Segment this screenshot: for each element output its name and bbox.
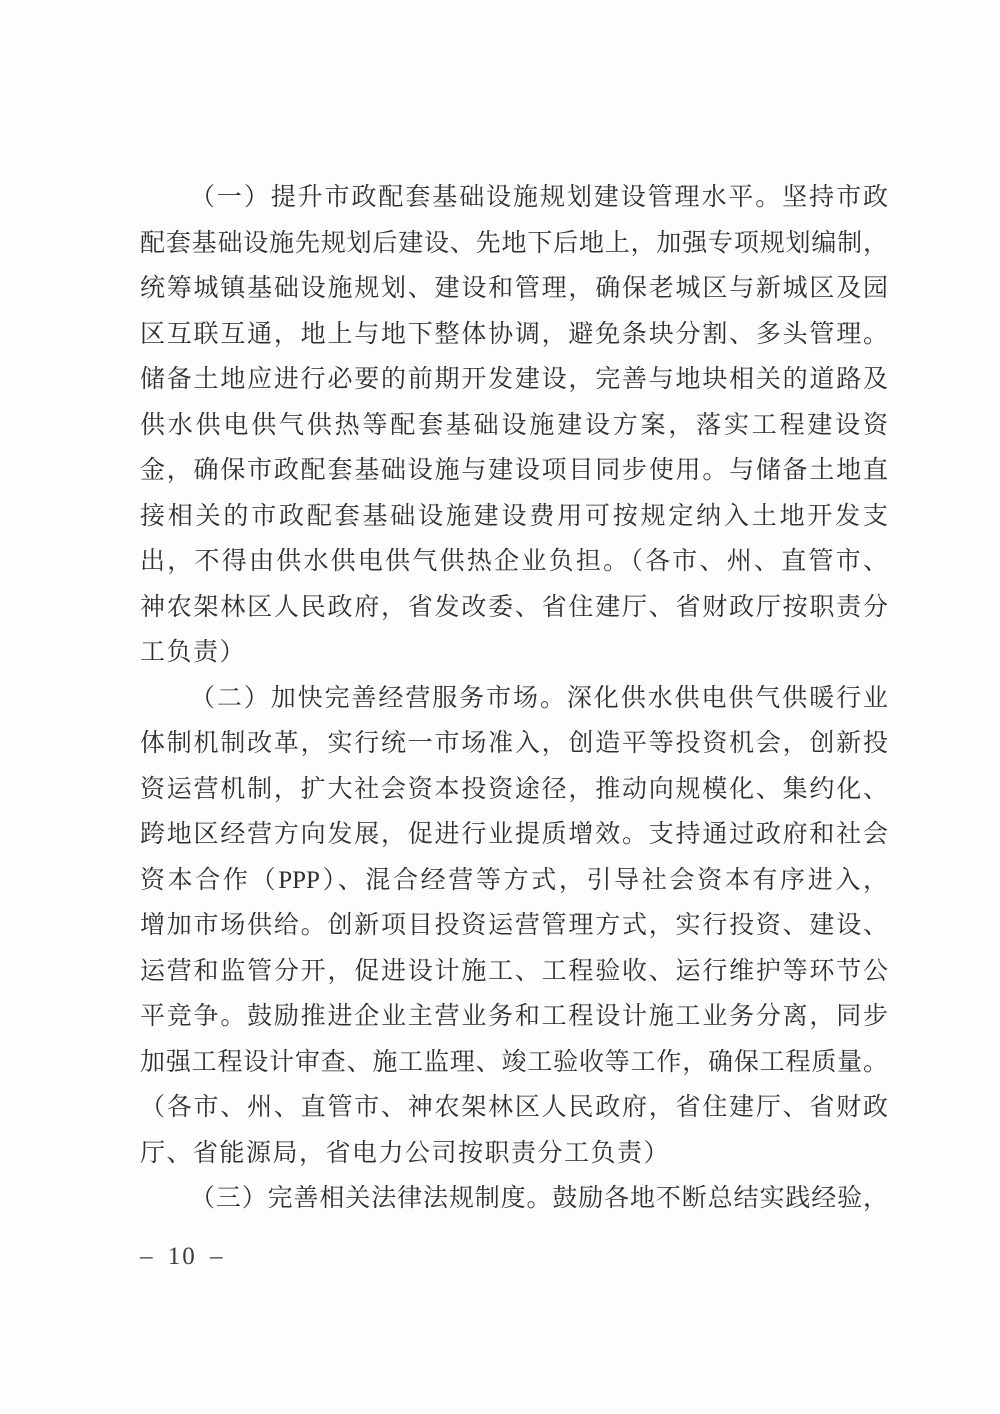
text-line: 出，不得由供水供电供气供热企业负担。（各市、州、直管市、 [140, 548, 888, 575]
text-line: （各市、州、直管市、神农架林区人民政府，省住建厅、省财政 [140, 1094, 888, 1121]
text-line: 资运营机制，扩大社会资本投资途径，推动向规模化、集约化、 [140, 775, 888, 803]
text-line: 储备土地应进行必要的前期开发建设，完善与地块相关的道路及 [140, 366, 888, 393]
text-line: 配套基础设施先规划后建设、先地下后地上，加强专项规划编制， [140, 229, 888, 257]
text-line: （二）加快完善经营服务市场。深化供水供电供气供暖行业 [190, 684, 888, 712]
text-line: 体制机制改革，实行统一市场准入，创造平等投资机会，创新投 [140, 730, 888, 757]
text-line: 统筹城镇基础设施规划、建设和管理，确保老城区与新城区及园 [140, 275, 888, 302]
text-line: （三）完善相关法律法规制度。鼓励各地不断总结实践经验， [190, 1185, 888, 1212]
text-line: 资本合作（PPP）、混合经营等方式，引导社会资本有序进入， [140, 866, 888, 894]
text-line: 运营和监管分开，促进设计施工、工程验收、运行维护等环节公 [140, 957, 888, 985]
text-line: 供水供电供气供热等配套基础设施建设方案，落实工程建设资 [140, 411, 888, 439]
text-line: 厅、省能源局，省电力公司按职责分工负责） [140, 1139, 671, 1167]
text-line: 加强工程设计审查、施工监理、竣工验收等工作，确保工程质量。 [140, 1048, 888, 1076]
text-line: 平竞争。鼓励推进企业主营业务和工程设计施工业务分离，同步 [140, 1003, 888, 1030]
text-line: 金，确保市政配套基础设施与建设项目同步使用。与储备土地直 [140, 457, 888, 484]
text-line: 接相关的市政配套基础设施建设费用可按规定纳入土地开发支 [140, 502, 888, 530]
text-line: 工负责） [140, 639, 247, 666]
text-line: 跨地区经营方向发展，促进行业提质增效。支持通过政府和社会 [140, 821, 888, 848]
text-line: 增加市场供给。创新项目投资运营管理方式，实行投资、建设、 [140, 912, 888, 939]
text-line: 神农架林区人民政府，省发改委、省住建厅、省财政厅按职责分 [140, 593, 888, 621]
document-body [140, 175, 888, 1222]
page-number: – 10 – [140, 1243, 225, 1270]
text-line: （一）提升市政配套基础设施规划建设管理水平。坚持市政 [190, 184, 888, 211]
text-line: 区互联互通，地上与地下整体协调，避免条块分割、多头管理。 [140, 320, 888, 348]
